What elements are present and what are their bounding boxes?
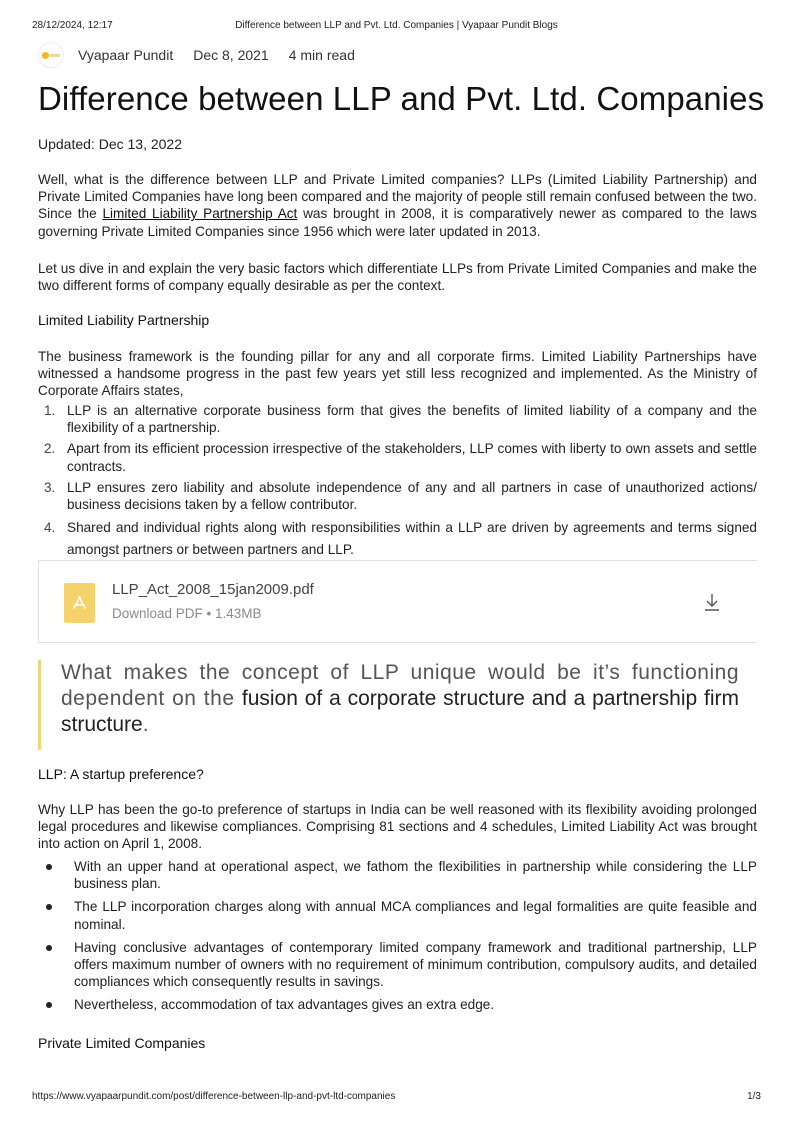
file-name[interactable]: LLP_Act_2008_15jan2009.pdf	[112, 581, 314, 598]
list-item: Nevertheless, accommodation of tax advantages gives an extra edge.	[38, 996, 757, 1013]
list-item: 2. Apart from its efficient procession irrespective of the stakeholders, LLP comes with liberty to own assets and settle contracts.	[44, 441, 757, 474]
post-date: Dec 8, 2021	[193, 47, 269, 63]
author-avatar[interactable]	[38, 42, 64, 68]
pdf-attachment-card[interactable]	[38, 560, 757, 643]
startup-bullets-list	[38, 858, 757, 1020]
heading-pvt-ltd: Private Limited Companies	[38, 1035, 206, 1051]
download-icon[interactable]	[702, 591, 722, 613]
intro-paragraph-2: Let us dive in and explain the very basic factors which differentiate LLPs from Private Limited Companies and make the two different forms of company equally desirable as per the context.	[38, 261, 757, 294]
heading-llp: Limited Liability Partnership	[38, 312, 210, 328]
updated-date: Updated: Dec 13, 2022	[38, 136, 182, 152]
print-datetime: 28/12/2024, 12:17	[32, 20, 113, 31]
page-number: 1/3	[747, 1091, 761, 1102]
intro-paragraph-1: Well, what is the difference between LLP and Private Limited companies? LLPs (Limited Liability Partnership) and Private Limited Companies have long been compared and the majority of people still remain confused between the two. Since the Limited Liability Partnership Act was brought in 2008, it is comparatively newer as compared to the laws governing Private Limited Companies since 1956 which were later updated in 2013.	[38, 172, 757, 239]
print-header	[32, 20, 761, 34]
print-doc-title: Difference between LLP and Pvt. Ltd. Companies | Vyapaar Pundit Blogs	[235, 20, 558, 31]
llp-act-link[interactable]: Limited Liability Partnership Act	[102, 206, 298, 222]
list-item: 1. LLP is an alternative corporate business form that gives the benefits of limited liability of a company and the flexibility of a partnership.	[44, 403, 757, 436]
startup-paragraph: Why LLP has been the go-to preference of startups in India can be well reasoned with its flexibility avoiding prolonged legal procedures and likewise compliances. Comprising 81 sections and 4 schedules, Limited Liability Act was brought into action on April 1, 2008.	[38, 802, 757, 852]
read-time: 4 min read	[288, 47, 355, 63]
list-item: The LLP incorporation charges along with annual MCA compliances and legal formalities are quite feasible and nominal.	[38, 898, 757, 932]
llp-points-list	[38, 402, 757, 565]
list-item: With an upper hand at operational aspect, we fathom the flexibilities in partnership while considering the LLP business plan.	[38, 858, 757, 892]
author-name[interactable]: Vyapaar Pundit	[78, 47, 174, 63]
file-info: Download PDF • 1.43MB	[112, 606, 262, 621]
list-item: 3. LLP ensures zero liability and absolute independence of any and all partners in case of unauthorized actions/ business decisions taken by a fellow contributor.	[44, 479, 757, 513]
pull-quote: What makes the concept of LLP unique would be it’s functioning dependent on the fusion of a corporate structure and a partnership firm structure.	[38, 660, 757, 750]
print-url: https://www.vyapaarpundit.com/post/difference-between-llp-and-pvt-ltd-companies	[32, 1091, 396, 1102]
list-item: 4. Shared and individual rights along with responsibilities within a LLP are driven by agreements and terms signed amongst partners or between partners and LLP.	[44, 520, 757, 558]
list-item: Having conclusive advantages of contemporary limited company framework and traditional partnership, LLP offers maximum number of owners with no requirement of minimum contribution, compulsory audits, and detailed compliances which consequently results in savings.	[38, 939, 757, 991]
page-title: Difference between LLP and Pvt. Ltd. Companies	[38, 80, 765, 117]
post-meta	[38, 44, 355, 66]
pdf-file-icon	[64, 583, 95, 623]
llp-paragraph: The business framework is the founding pillar for any and all corporate firms. Limited Liability Partnerships have witnessed a handsome progress in the past few years yet still less recognized and implemented. As the Ministry of Corporate Affairs states,	[38, 349, 757, 399]
heading-startup: LLP: A startup preference?	[38, 766, 204, 782]
print-footer	[32, 1091, 761, 1105]
